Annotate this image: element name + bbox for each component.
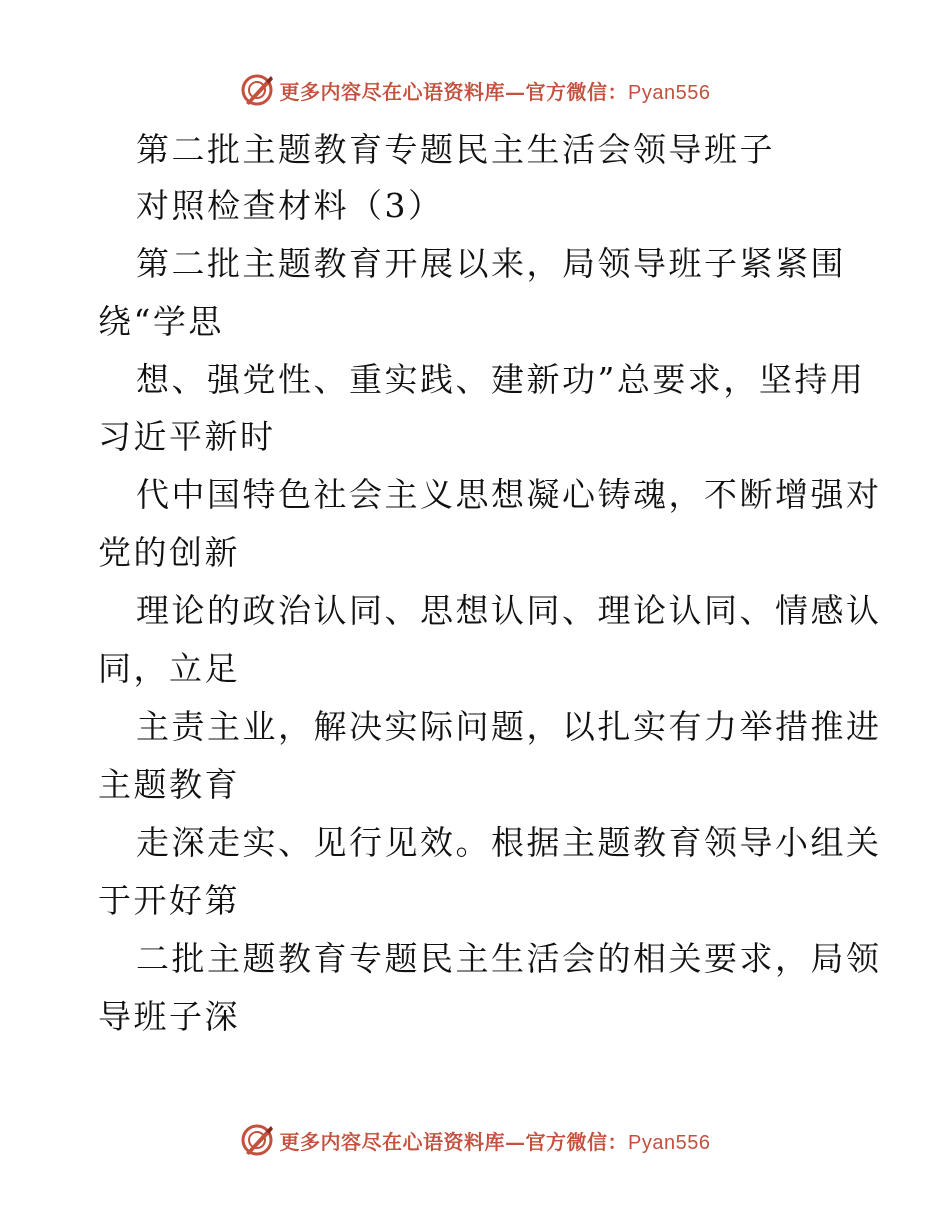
paragraph-line: 理论的政治认同、思想认同、理论认同、情感认 (136, 591, 882, 630)
header-watermark (0, 70, 950, 110)
paragraph-line: 想、强党性、重实践、建新功”总要求，坚持用 (136, 360, 866, 399)
paragraph-line: 走深走实、见行见效。根据主题教育领导小组关 (136, 823, 882, 862)
paragraph-line: 主题教育 (98, 765, 240, 804)
pen-logo-icon (240, 1123, 274, 1157)
paragraph-line: 于开好第 (98, 881, 240, 920)
watermark-text: 更多内容尽在心语资料库—官方微信：Pyan556 (279, 1129, 711, 1154)
doc-title-line-1: 第二批主题教育专题民主生活会领导班子 (136, 130, 775, 169)
paragraph-line: 习近平新时 (98, 417, 276, 456)
paragraph-line: 第二批主题教育开展以来，局领导班子紧紧围 (136, 244, 846, 283)
paragraph-line: 同，立足 (98, 649, 240, 688)
paragraph-line: 导班子深 (98, 997, 240, 1036)
watermark-text: 更多内容尽在心语资料库—官方微信：Pyan556 (279, 79, 711, 104)
doc-title-line-2: 对照检查材料（3） (136, 186, 444, 225)
paragraph-line: 党的创新 (98, 533, 240, 572)
paragraph-line: 主责主业，解决实际问题，以扎实有力举措推进 (136, 707, 882, 746)
paragraph-line: 二批主题教育专题民主生活会的相关要求，局领 (136, 939, 882, 978)
pen-logo-icon (240, 73, 274, 107)
footer-watermark (0, 1120, 950, 1160)
paragraph-line: 绕“学思 (98, 302, 224, 341)
paragraph-line: 代中国特色社会主义思想凝心铸魂，不断增强对 (136, 475, 882, 514)
